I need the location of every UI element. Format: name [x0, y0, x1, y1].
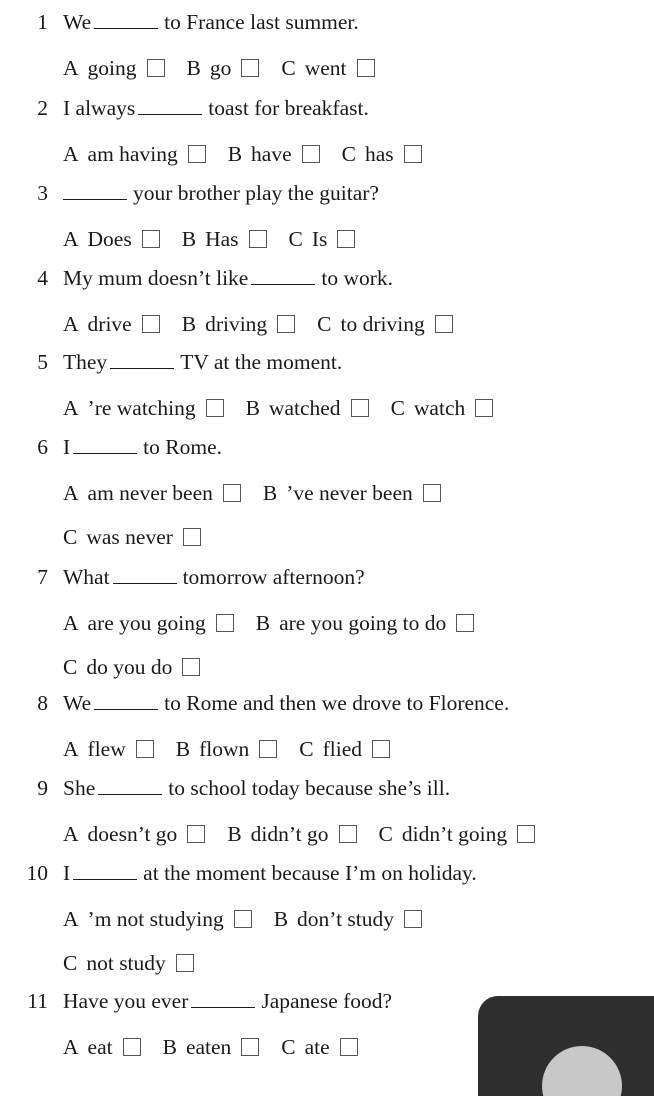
question-number: 7: [37, 565, 48, 589]
option-text: to driving: [340, 312, 425, 337]
answer-checkbox[interactable]: [187, 825, 205, 843]
answer-option[interactable]: [274, 906, 422, 932]
question-text: [63, 564, 365, 590]
option-letter: A: [63, 907, 79, 932]
option-letter: A: [63, 611, 79, 636]
options-row: [63, 819, 535, 847]
question-text-after: toast for breakfast.: [208, 96, 369, 120]
options-row: [63, 522, 201, 550]
option-letter: A: [63, 312, 79, 337]
option-text: go: [209, 56, 232, 81]
answer-checkbox[interactable]: [351, 399, 369, 417]
options-row: [63, 478, 441, 506]
option-letter: A: [63, 737, 79, 762]
option-text: Is: [311, 227, 328, 252]
question-text-after: to work.: [321, 266, 394, 290]
question-text: [63, 9, 359, 35]
option-letter: A: [63, 822, 79, 847]
option-text: went: [304, 56, 347, 81]
question-text-after: at the moment because I’m on holiday.: [143, 861, 477, 885]
option-letter: B: [175, 737, 191, 762]
answer-blank: [94, 14, 158, 29]
answer-checkbox[interactable]: [517, 825, 535, 843]
option-text: flew: [87, 737, 126, 762]
option-letter: C: [281, 1035, 296, 1060]
answer-checkbox[interactable]: [337, 230, 355, 248]
question-text: [63, 265, 393, 291]
question-text-after: to France last summer.: [164, 10, 359, 34]
answer-option[interactable]: [63, 395, 224, 421]
answer-option[interactable]: [63, 141, 206, 167]
overlay-circle: [542, 1046, 622, 1096]
question-text-after: tomorrow afternoon?: [182, 565, 365, 589]
question-number: 8: [37, 691, 48, 715]
answer-checkbox[interactable]: [241, 59, 259, 77]
option-text: eat: [87, 1035, 113, 1060]
answer-option[interactable]: [246, 395, 369, 421]
answer-option[interactable]: [228, 141, 320, 167]
answer-option[interactable]: [63, 906, 252, 932]
option-letter: B: [162, 1035, 177, 1060]
option-text: not study: [86, 951, 166, 976]
answer-option[interactable]: [63, 1034, 141, 1060]
option-text: flied: [322, 737, 362, 762]
answer-blank: [113, 569, 177, 584]
option-letter: B: [186, 56, 201, 81]
option-letter: B: [262, 481, 278, 506]
answer-option[interactable]: [379, 821, 536, 847]
answer-checkbox[interactable]: [234, 910, 252, 928]
option-text: was never: [86, 525, 173, 550]
option-letter: B: [227, 822, 242, 847]
question-text: [63, 988, 392, 1014]
answer-option[interactable]: [263, 480, 441, 506]
question-text: [63, 349, 342, 375]
question-number: 2: [37, 96, 48, 120]
answer-option[interactable]: [63, 654, 200, 680]
answer-option[interactable]: [289, 226, 356, 252]
answer-checkbox[interactable]: [475, 399, 493, 417]
answer-checkbox[interactable]: [123, 1038, 141, 1056]
option-letter: A: [63, 56, 79, 81]
answer-option[interactable]: [63, 55, 165, 81]
option-letter: C: [288, 227, 303, 252]
answer-checkbox[interactable]: [339, 825, 357, 843]
option-letter: A: [63, 142, 79, 167]
answer-blank: [191, 993, 255, 1008]
answer-checkbox[interactable]: [182, 658, 200, 676]
option-letter: C: [390, 396, 405, 421]
answer-checkbox[interactable]: [435, 315, 453, 333]
question-text-after: your brother play the guitar?: [133, 181, 379, 205]
option-text: are you going to do: [279, 611, 447, 636]
question-text-before: I: [63, 861, 71, 885]
question-text-before: She: [63, 776, 96, 800]
answer-checkbox[interactable]: [340, 1038, 358, 1056]
option-text: doesn’t go: [87, 822, 178, 847]
answer-option[interactable]: [391, 395, 494, 421]
answer-checkbox[interactable]: [206, 399, 224, 417]
option-text: watched: [268, 396, 341, 421]
answer-option[interactable]: [182, 226, 267, 252]
option-text: Does: [87, 227, 132, 252]
question-text-after: to Rome and then we drove to Florence.: [164, 691, 510, 715]
options-row: [63, 139, 422, 167]
answer-option[interactable]: [163, 1034, 260, 1060]
answer-blank: [63, 185, 127, 200]
answer-option[interactable]: [63, 524, 201, 550]
question-text-before: We: [63, 10, 92, 34]
options-row: [63, 393, 493, 421]
option-letter: C: [317, 312, 332, 337]
question-text-before: My mum doesn’t like: [63, 266, 249, 290]
answer-option[interactable]: [182, 311, 295, 337]
question-text: [63, 775, 450, 801]
question-number: 1: [37, 10, 48, 34]
option-text: eaten: [185, 1035, 232, 1060]
option-text: didn’t go: [250, 822, 329, 847]
option-text: drive: [87, 312, 132, 337]
question-text-before: What: [63, 565, 110, 589]
option-letter: A: [63, 227, 79, 252]
option-text: didn’t going: [401, 822, 508, 847]
answer-option[interactable]: [299, 736, 390, 762]
question-text-after: to school today because she’s ill.: [168, 776, 451, 800]
question-text-before: I always: [63, 96, 136, 120]
question-text: [63, 860, 477, 886]
options-row: [63, 224, 355, 252]
option-letter: A: [63, 481, 79, 506]
answer-option[interactable]: [281, 1034, 357, 1060]
answer-option[interactable]: [256, 610, 475, 636]
question-number: 10: [26, 861, 48, 885]
option-text: ’ve never been: [286, 481, 413, 506]
answer-checkbox[interactable]: [188, 145, 206, 163]
option-letter: B: [245, 396, 260, 421]
answer-checkbox[interactable]: [423, 484, 441, 502]
answer-checkbox[interactable]: [404, 145, 422, 163]
answer-checkbox[interactable]: [357, 59, 375, 77]
answer-checkbox[interactable]: [142, 315, 160, 333]
option-text: ’re watching: [87, 396, 196, 421]
answer-blank: [73, 439, 137, 454]
answer-option[interactable]: [63, 480, 241, 506]
answer-checkbox[interactable]: [372, 740, 390, 758]
question-number: 4: [37, 266, 48, 290]
answer-option[interactable]: [176, 736, 278, 762]
question-number: 3: [37, 181, 48, 205]
option-text: flown: [199, 737, 250, 762]
option-text: do you do: [86, 655, 173, 680]
answer-blank: [94, 695, 158, 710]
option-text: Has: [205, 227, 239, 252]
answer-blank: [251, 270, 315, 285]
answer-checkbox[interactable]: [176, 954, 194, 972]
question-text: [63, 180, 379, 206]
question-text: [63, 95, 369, 121]
question-text-before: Have you ever: [63, 989, 189, 1013]
answer-checkbox[interactable]: [136, 740, 154, 758]
options-row: [63, 904, 422, 932]
options-row: [63, 309, 453, 337]
answer-option[interactable]: [342, 141, 422, 167]
question-text-after: TV at the moment.: [180, 350, 343, 374]
option-letter: C: [378, 822, 393, 847]
question-text-after: Japanese food?: [261, 989, 393, 1013]
option-letter: C: [63, 951, 78, 976]
options-row: [63, 734, 390, 762]
answer-checkbox[interactable]: [183, 528, 201, 546]
option-text: ate: [304, 1035, 330, 1060]
option-letter: C: [63, 525, 78, 550]
answer-checkbox[interactable]: [216, 614, 234, 632]
option-text: has: [364, 142, 394, 167]
option-letter: A: [63, 1035, 79, 1060]
answer-option[interactable]: [63, 226, 160, 252]
options-row: [63, 608, 474, 636]
question-text-before: I: [63, 435, 71, 459]
question-text: [63, 690, 509, 716]
question-number: 6: [37, 435, 48, 459]
option-text: don’t study: [297, 907, 395, 932]
option-text: watch: [413, 396, 466, 421]
answer-blank: [73, 865, 137, 880]
answer-option[interactable]: [281, 55, 374, 81]
option-text: going: [87, 56, 137, 81]
answer-option[interactable]: [63, 311, 160, 337]
option-letter: B: [273, 907, 289, 932]
question-text: [63, 434, 222, 460]
answer-checkbox[interactable]: [404, 910, 422, 928]
answer-checkbox[interactable]: [456, 614, 474, 632]
answer-checkbox[interactable]: [302, 145, 320, 163]
options-row: [63, 948, 194, 976]
answer-checkbox[interactable]: [147, 59, 165, 77]
question-text-after: to Rome.: [143, 435, 223, 459]
options-row: [63, 1032, 358, 1060]
option-letter: C: [281, 56, 296, 81]
answer-option[interactable]: [317, 311, 453, 337]
option-letter: B: [181, 227, 197, 252]
answer-blank: [110, 354, 174, 369]
option-text: am having: [87, 142, 178, 167]
option-letter: B: [181, 312, 197, 337]
answer-option[interactable]: [187, 55, 260, 81]
answer-option[interactable]: [227, 821, 356, 847]
answer-blank: [98, 780, 162, 795]
option-letter: B: [255, 611, 271, 636]
answer-checkbox[interactable]: [277, 315, 295, 333]
answer-option[interactable]: [63, 950, 194, 976]
option-letter: C: [63, 655, 78, 680]
option-letter: C: [299, 737, 314, 762]
option-text: are you going: [87, 611, 206, 636]
option-text: driving: [205, 312, 268, 337]
answer-checkbox[interactable]: [223, 484, 241, 502]
answer-checkbox[interactable]: [142, 230, 160, 248]
question-text-before: They: [63, 350, 108, 374]
answer-checkbox[interactable]: [249, 230, 267, 248]
question-number: 11: [27, 989, 48, 1013]
option-letter: A: [63, 396, 79, 421]
option-text: ’m not studying: [87, 907, 224, 932]
answer-checkbox[interactable]: [259, 740, 277, 758]
option-letter: C: [341, 142, 356, 167]
answer-option[interactable]: [63, 821, 205, 847]
corner-overlay: [478, 996, 654, 1096]
option-text: have: [251, 142, 292, 167]
option-text: am never been: [87, 481, 213, 506]
question-number: 9: [37, 776, 48, 800]
answer-checkbox[interactable]: [241, 1038, 259, 1056]
answer-blank: [138, 100, 202, 115]
question-text-before: We: [63, 691, 92, 715]
options-row: [63, 652, 200, 680]
options-row: [63, 53, 375, 81]
option-letter: B: [227, 142, 243, 167]
question-number: 5: [37, 350, 48, 374]
answer-option[interactable]: [63, 736, 154, 762]
answer-option[interactable]: [63, 610, 234, 636]
